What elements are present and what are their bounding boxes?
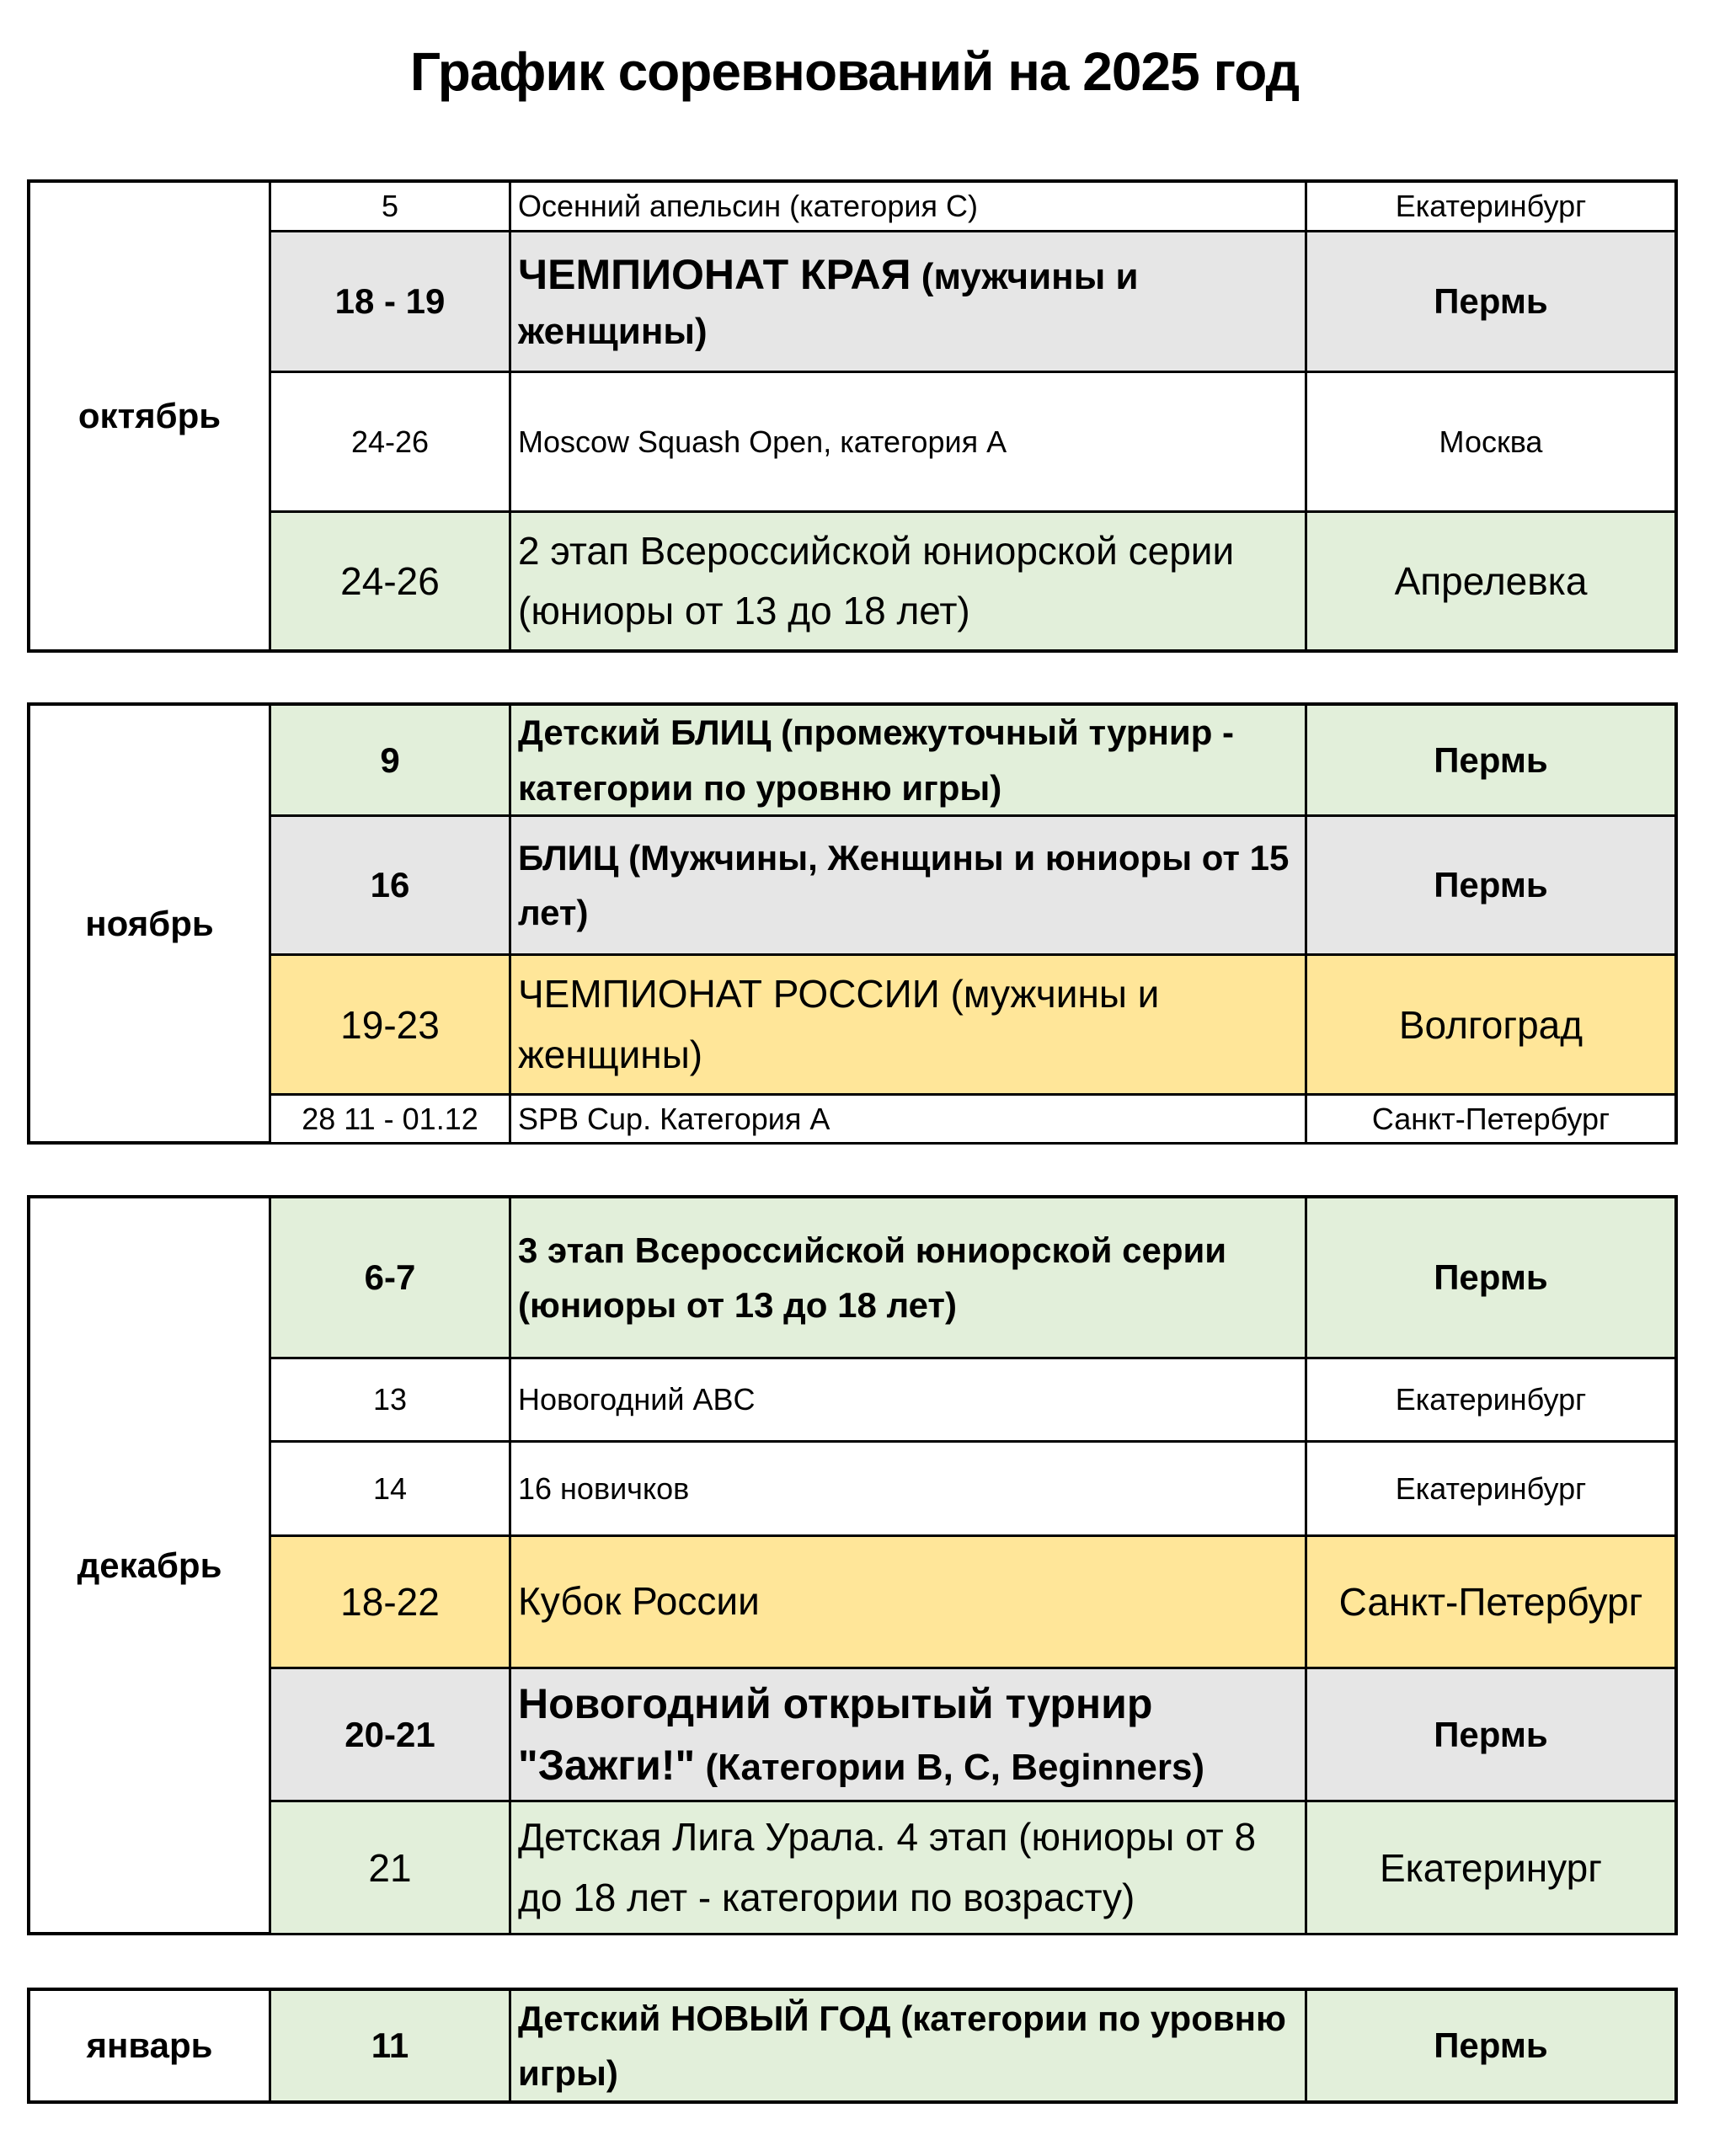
event-name: Кубок России — [511, 1537, 1307, 1667]
event-city: Пермь — [1434, 865, 1548, 905]
event-city: Екатеринбург — [1395, 189, 1587, 223]
event-name: 2 этап Всероссийской юниорской серии (юниоры от 13 до 18 лет) — [511, 513, 1307, 649]
table-row — [271, 513, 1674, 649]
table-row — [271, 1198, 1674, 1359]
event-date: 18 - 19 — [271, 232, 511, 371]
table-row — [271, 1443, 1674, 1537]
event-name-main: ЧЕМПИОНАТ КРАЯ — [518, 250, 911, 298]
event-city: Пермь — [1434, 281, 1548, 321]
month-label: январь — [30, 1991, 271, 2100]
month-label: ноябрь — [30, 706, 271, 1141]
event-city: Пермь — [1434, 1714, 1548, 1754]
event-city: Санкт-Петербург — [1371, 1101, 1610, 1136]
event-name-main: Новогодний открытый турнир "Зажги!" — [518, 1680, 1153, 1789]
table-row — [271, 1802, 1674, 1933]
event-date: 5 — [271, 183, 511, 230]
table-row — [271, 817, 1674, 956]
page-title: График соревнований на 2025 год — [409, 41, 1300, 102]
month-label: декабрь — [30, 1198, 271, 1932]
event-city: Екатеринург — [1379, 1845, 1603, 1890]
event-name: 16 новичков — [511, 1443, 1307, 1534]
event-date: 6-7 — [271, 1198, 511, 1357]
month-label: октябрь — [30, 183, 271, 649]
event-date: 24-26 — [271, 373, 511, 510]
event-date: 18-22 — [271, 1537, 511, 1667]
event-name: Осенний апельсин (категория С) — [511, 183, 1307, 230]
event-date: 13 — [271, 1359, 511, 1440]
table-row — [271, 1096, 1674, 1142]
event-name: Moscow Squash Open, категория А — [511, 373, 1307, 510]
month-block-january — [27, 1988, 1678, 2104]
event-city: Апрелевка — [1394, 559, 1588, 603]
table-row — [271, 1359, 1674, 1443]
event-name: Детская Лига Урала. 4 этап (юниоры от 8 до 18 лет - категории по возрасту) — [511, 1802, 1307, 1933]
event-city: Екатеринбург — [1395, 1470, 1587, 1506]
event-name: ЧЕМПИОНАТ РОССИИ (мужчины и женщины) — [511, 956, 1307, 1093]
month-block-october — [27, 179, 1678, 653]
event-date: 21 — [271, 1802, 511, 1933]
table-row — [271, 232, 1674, 373]
event-date: 14 — [271, 1443, 511, 1534]
event-name-rest: (Категории B, C, Beginners) — [695, 1746, 1205, 1788]
event-name: Детский НОВЫЙ ГОД (категории по уровню игры) — [511, 1991, 1307, 2100]
event-name: Детский БЛИЦ (промежуточный турнир - категории по уровню игры) — [511, 706, 1307, 814]
event-city: Пермь — [1434, 2025, 1548, 2065]
table-row — [271, 373, 1674, 513]
event-name: SPB Cup. Категория А — [511, 1096, 1307, 1142]
event-date: 9 — [271, 706, 511, 814]
event-date: 16 — [271, 817, 511, 953]
event-name: 3 этап Всероссийской юниорской серии (юниоры от 13 до 18 лет) — [511, 1198, 1307, 1357]
event-city: Санкт-Петербург — [1338, 1580, 1643, 1624]
event-name: Новогодний ABC — [511, 1359, 1307, 1440]
table-row — [271, 706, 1674, 817]
month-block-november — [27, 702, 1678, 1145]
event-date: 24-26 — [271, 513, 511, 649]
event-date: 20-21 — [271, 1669, 511, 1800]
event-city: Пермь — [1434, 1257, 1548, 1297]
table-row — [271, 956, 1674, 1096]
table-row — [271, 1669, 1674, 1802]
event-date: 19-23 — [271, 956, 511, 1093]
event-name: БЛИЦ (Мужчины, Женщины и юниоры от 15 лет) — [511, 817, 1307, 953]
event-city: Пермь — [1434, 739, 1548, 780]
event-date: 28 11 - 01.12 — [271, 1096, 511, 1142]
event-name — [511, 1669, 1307, 1800]
event-date: 11 — [271, 1991, 511, 2100]
event-city: Волгоград — [1398, 1002, 1583, 1047]
event-name — [511, 232, 1307, 371]
event-city: Москва — [1439, 424, 1543, 459]
event-city: Екатеринбург — [1395, 1382, 1587, 1417]
table-row — [271, 183, 1674, 232]
table-row — [271, 1991, 1674, 2100]
month-block-december — [27, 1195, 1678, 1935]
table-row — [271, 1537, 1674, 1669]
event-name-rest: (мужчины и женщины) — [518, 255, 1139, 353]
